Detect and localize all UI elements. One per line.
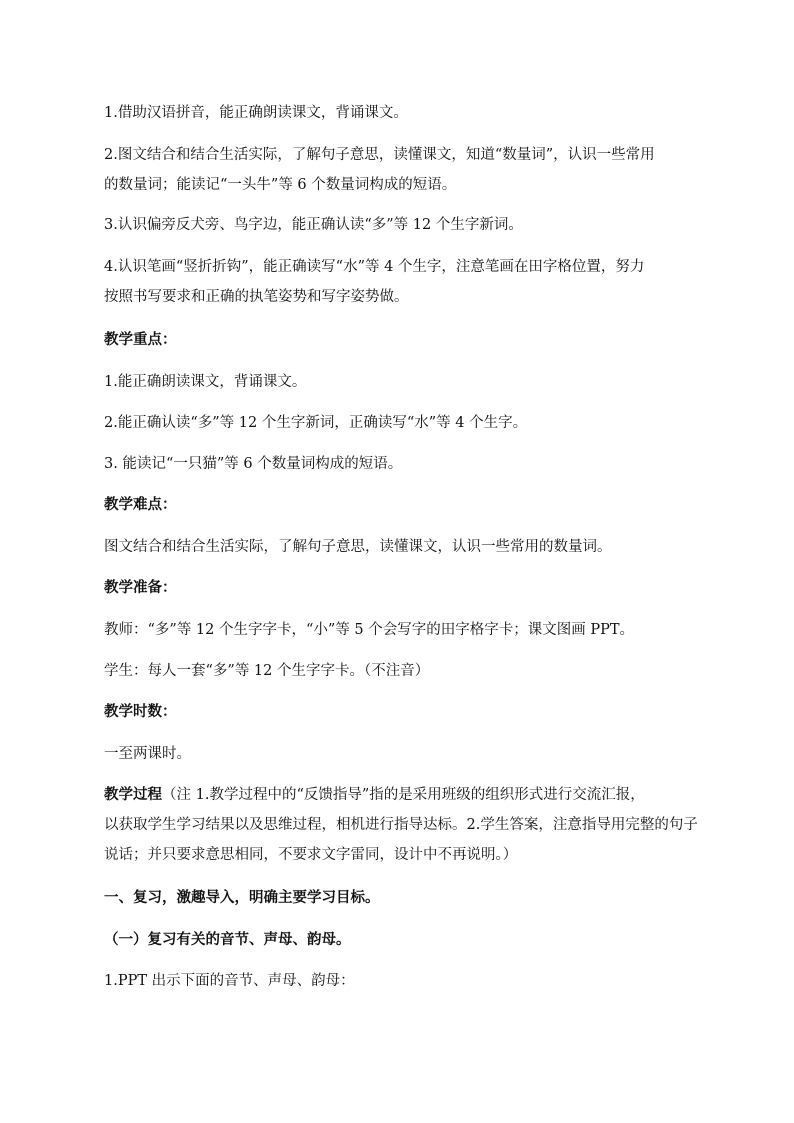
hours-heading: 教学时数： xyxy=(104,703,177,720)
key-point-1: 1.能正确朗读课文，背诵课文。 xyxy=(104,374,307,390)
preparation-student: 学生：每人一套“多”等 12 个生字字卡。（不注音） xyxy=(104,663,430,679)
objective-4-line-2: 按照书写要求和正确的执笔姿势和写字姿势做。 xyxy=(104,289,409,305)
process-note-line-1: （注 1.教学过程中的“反馈指导”指的是采用班级的组织形式进行交流汇报， xyxy=(162,787,645,803)
preparation-teacher: 教师：“多”等 12 个生字字卡，“小”等 5 个会写字的田字格字卡；课文图画 PPT。 xyxy=(104,622,635,638)
process-note-line-3: 说话；并只要求意思相同，不要求文字雷同，设计中不再说明。） xyxy=(104,847,518,863)
section-1-title: 一、复习，激趣导入，明确主要学习目标。 xyxy=(104,889,380,906)
difficulties-text: 图文结合和结合生活实际，了解句子意思，读懂课文，认识一些常用的数量词。 xyxy=(104,539,612,555)
objective-1: 1.借助汉语拼音，能正确朗读课文，背诵课文。 xyxy=(104,105,408,121)
hours-text: 一至两课时。 xyxy=(104,746,191,762)
key-point-3: 3. 能读记“一只猫”等 6 个数量词构成的短语。 xyxy=(104,456,403,472)
section-1-subtitle: （一）复习有关的音节、声母、韵母。 xyxy=(104,931,351,948)
key-points-heading: 教学重点： xyxy=(104,331,177,348)
section-1-item-1: 1.PPT 出示下面的音节、声母、韵母： xyxy=(104,973,355,989)
objective-2-line-2: 的数量词；能读记“一头牛”等 6 个数量词构成的短语。 xyxy=(104,177,457,193)
objective-3: 3.认识偏旁反犬旁、鸟字边，能正确认读“多”等 12 个生字新词。 xyxy=(104,217,523,233)
key-point-2: 2.能正确认读“多”等 12 个生字新词，正确读写“水”等 4 个生字。 xyxy=(104,415,528,431)
process-line-1 xyxy=(104,785,704,805)
objective-2-line-1: 2.图文结合和结合生活实际，了解句子意思，读懂课文，知道“数量词”，认识一些常用 xyxy=(104,147,655,163)
process-note-line-2: 以获取学生学习结果以及思维过程，相机进行指导达标。2.学生答案，注意指导用完整的句子 xyxy=(104,817,698,833)
objective-4-line-1: 4.认识笔画“竖折折钩”，能正确读写“水”等 4 个生字，注意笔画在田字格位置，努力 xyxy=(104,259,645,275)
preparation-heading: 教学准备： xyxy=(104,579,177,596)
process-heading: 教学过程 xyxy=(104,786,162,803)
difficulties-heading: 教学难点： xyxy=(104,496,177,513)
